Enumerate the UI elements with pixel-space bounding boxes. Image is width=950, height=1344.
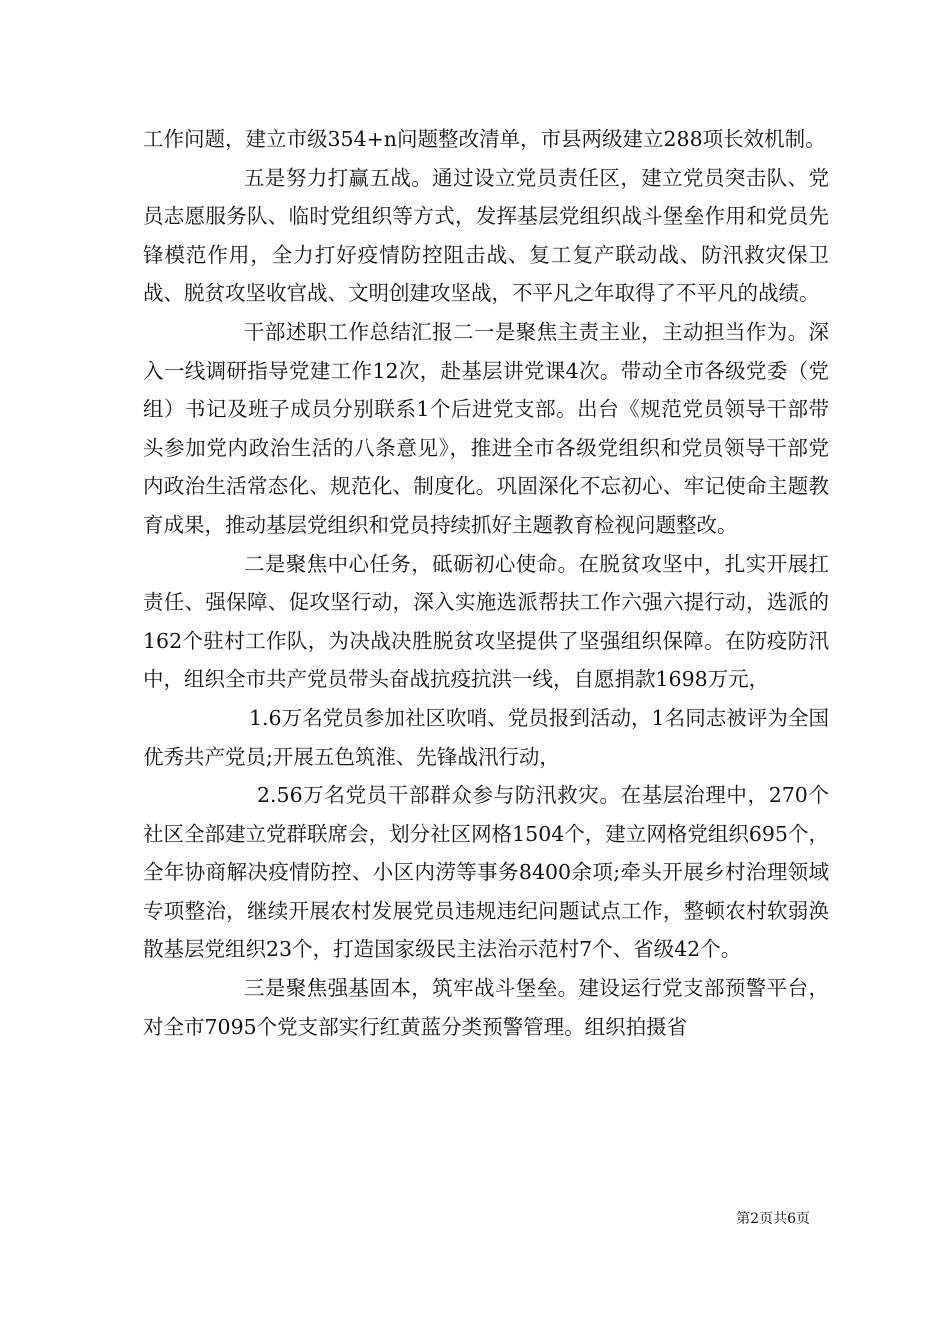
page-number-footer: 第2页共6页 xyxy=(736,1211,810,1227)
paragraph-five-battles: 五是努力打赢五战。通过设立党员责任区，建立党员突击队、党员志愿服务队、临时党组织等方式，发挥基层党组织战斗堡垒作用和党员先锋模范作用，全力打好疫情防控阻击战、复工复产联动战、防汛救灾保卫战、脱贫攻坚收官战、文明创建攻坚战，不平凡之年取得了不平凡的战绩。 xyxy=(143,165,829,306)
paragraph-central-tasks: 二是聚焦中心任务，砥砺初心使命。在脱贫攻坚中，扎实开展扛责任、强保障、促攻坚行动，深入实施选派帮扶工作六强六提行动，选派的162个驻村工作队，为决战决胜脱贫攻坚提供了坚强组织保障。在防疫防汛中，组织全市共产党员带头奋战抗疫抗洪一线，自愿捐款1698万元， xyxy=(143,551,829,692)
paragraph-community-activities: 1.6万名党员参加社区吹哨、党员报到活动，1名同志被评为全国优秀共产党员;开展五色筑淮、先锋战汛行动， xyxy=(143,705,829,769)
paragraph-continued: 工作问题，建立市级354+n问题整改清单，市县两级建立288项长效机制。 xyxy=(143,127,826,151)
paragraph-strengthen-base: 三是聚焦强基固本，筑牢战斗堡垒。建设运行党支部预警平台，对全市7095个党支部实行红黄蓝分类预警管理。组织拍摄省 xyxy=(143,976,829,1039)
paragraph-report-part-two: 干部述职工作总结汇报二一是聚焦主责主业，主动担当作为。深入一线调研指导党建工作12次，赴基层讲党课4次。带动全市各级党委（党组）书记及班子成员分别联系1个后进党支部。出台《规范党员领导干部带头参加党内政治生活的八条意见》，推进全市各级党组织和党员领导干部党内政治生活常态化、规范化、制度化。巩固深化不忘初心、牢记使命主题教育成果，推动基层党组织和党员持续抓好主题教育检视问题整改。 xyxy=(143,319,829,537)
document-body xyxy=(143,120,829,1046)
paragraph-flood-relief: 2.56万名党员干部群众参与防汛救灾。在基层治理中，270个社区全部建立党群联席会，划分社区网格1504个，建立网格党组织695个，全年协商解决疫情防控、小区内涝等事务8400余项;牵头开展乡村治理领域专项整治，继续开展农村发展党员违规违纪问题试点工作，整顿农村软弱涣散基层党组织23个，打造国家级民主法治示范村7个、省级42个。 xyxy=(143,783,829,962)
